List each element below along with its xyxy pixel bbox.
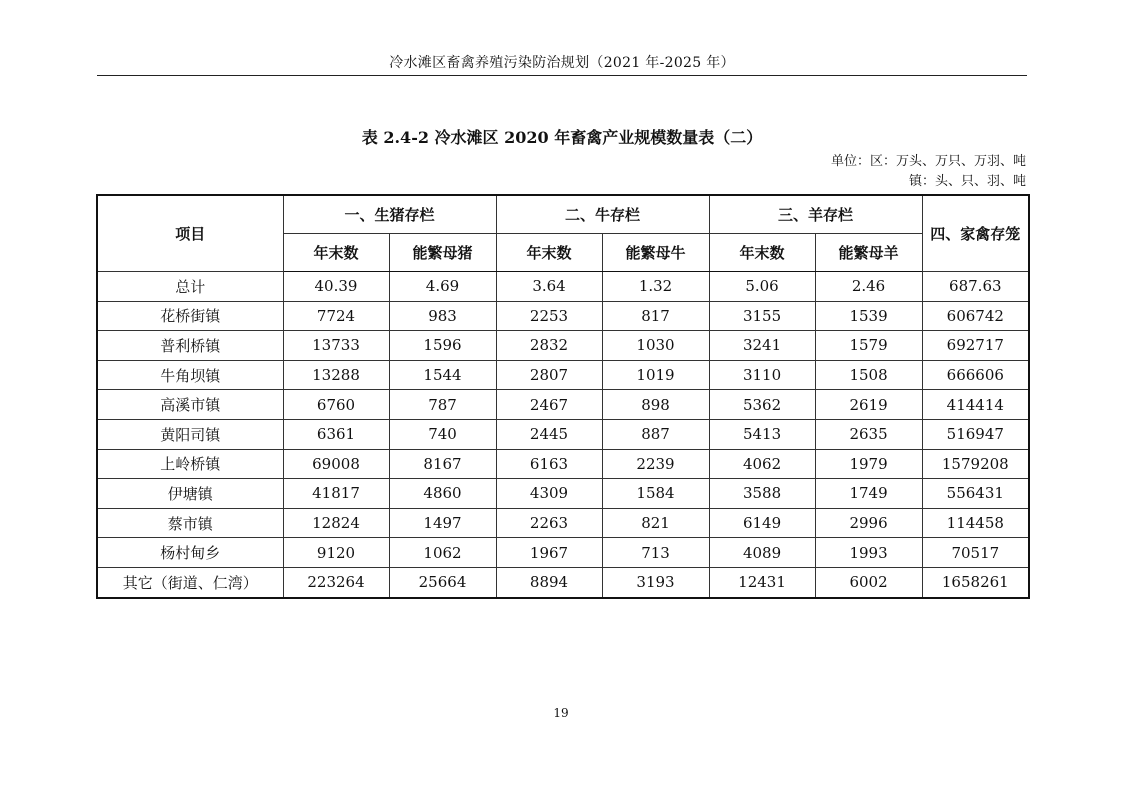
table-row: [97, 390, 1029, 420]
cattle-total-cell: 4309: [496, 479, 602, 509]
cattle-breeding-cell: 821: [602, 508, 709, 538]
pig-breeding-cell: 4860: [389, 479, 496, 509]
cattle-breeding-cell: 1.32: [602, 272, 709, 302]
header-cattle-breeding: 能繁母牛: [602, 234, 709, 272]
livestock-scale-table: [96, 194, 1030, 599]
sheep-breeding-cell: 1749: [815, 479, 922, 509]
sheep-total-cell: 4062: [709, 449, 815, 479]
poultry-cell: 114458: [922, 508, 1029, 538]
poultry-cell: 692717: [922, 331, 1029, 361]
table-row: [97, 538, 1029, 568]
cattle-breeding-cell: 817: [602, 301, 709, 331]
header-pig-total: 年末数: [283, 234, 389, 272]
sheep-total-cell: 5413: [709, 419, 815, 449]
cattle-total-cell: 2445: [496, 419, 602, 449]
poultry-cell: 1658261: [922, 567, 1029, 597]
unit-note-line-1: 单位：区：万头、万只、万羽、吨: [830, 154, 1026, 169]
table-row: [97, 449, 1029, 479]
cattle-total-cell: 2467: [496, 390, 602, 420]
sheep-breeding-cell: 2635: [815, 419, 922, 449]
sheep-total-cell: 4089: [709, 538, 815, 568]
sheep-breeding-cell: 1539: [815, 301, 922, 331]
row-name: 总计: [97, 272, 283, 302]
pig-breeding-cell: 787: [389, 390, 496, 420]
poultry-cell: 606742: [922, 301, 1029, 331]
cattle-breeding-cell: 887: [602, 419, 709, 449]
header-sheep-total: 年末数: [709, 234, 815, 272]
header-group-pig: 一、生猪存栏: [283, 195, 496, 234]
poultry-cell: 1579208: [922, 449, 1029, 479]
cattle-total-cell: 6163: [496, 449, 602, 479]
table-row: [97, 419, 1029, 449]
pig-total-cell: 6361: [283, 419, 389, 449]
header-rule: [97, 75, 1027, 76]
table-row: [97, 567, 1029, 597]
pig-total-cell: 9120: [283, 538, 389, 568]
sheep-total-cell: 3155: [709, 301, 815, 331]
pig-breeding-cell: 1497: [389, 508, 496, 538]
unit-note-line-2: 镇：头、只、羽、吨: [908, 174, 1026, 189]
pig-total-cell: 7724: [283, 301, 389, 331]
cattle-total-cell: 2807: [496, 360, 602, 390]
sheep-total-cell: 3110: [709, 360, 815, 390]
pig-breeding-cell: 4.69: [389, 272, 496, 302]
row-name: 其它（街道、仁湾）: [97, 567, 283, 597]
sheep-breeding-cell: 1508: [815, 360, 922, 390]
cattle-total-cell: 1967: [496, 538, 602, 568]
cattle-breeding-cell: 2239: [602, 449, 709, 479]
poultry-cell: 687.63: [922, 272, 1029, 302]
sheep-breeding-cell: 1979: [815, 449, 922, 479]
table-row: [97, 360, 1029, 390]
table-row: [97, 331, 1029, 361]
pig-total-cell: 13288: [283, 360, 389, 390]
sheep-breeding-cell: 2.46: [815, 272, 922, 302]
table-row: [97, 272, 1029, 302]
cattle-total-cell: 2263: [496, 508, 602, 538]
sheep-total-cell: 5362: [709, 390, 815, 420]
sheep-total-cell: 5.06: [709, 272, 815, 302]
pig-breeding-cell: 1596: [389, 331, 496, 361]
pig-total-cell: 69008: [283, 449, 389, 479]
sheep-breeding-cell: 2996: [815, 508, 922, 538]
cattle-breeding-cell: 1030: [602, 331, 709, 361]
cattle-breeding-cell: 898: [602, 390, 709, 420]
poultry-cell: 666606: [922, 360, 1029, 390]
pig-total-cell: 41817: [283, 479, 389, 509]
cattle-total-cell: 3.64: [496, 272, 602, 302]
table-row: [97, 301, 1029, 331]
unit-note: [831, 152, 1026, 192]
header-poultry: 四、家禽存笼: [922, 195, 1029, 272]
cattle-breeding-cell: 1019: [602, 360, 709, 390]
row-name: 伊塘镇: [97, 479, 283, 509]
sheep-total-cell: 3588: [709, 479, 815, 509]
page-number: 19: [553, 706, 569, 720]
header-group-sheep: 三、羊存栏: [709, 195, 922, 234]
sheep-total-cell: 3241: [709, 331, 815, 361]
row-name: 上岭桥镇: [97, 449, 283, 479]
row-name: 蔡市镇: [97, 508, 283, 538]
sheep-breeding-cell: 1579: [815, 331, 922, 361]
running-header: 冷水滩区畜禽养殖污染防治规划（2021 年-2025 年）: [389, 55, 735, 71]
pig-breeding-cell: 983: [389, 301, 496, 331]
poultry-cell: 516947: [922, 419, 1029, 449]
sheep-total-cell: 12431: [709, 567, 815, 597]
sheep-breeding-cell: 6002: [815, 567, 922, 597]
cattle-breeding-cell: 713: [602, 538, 709, 568]
pig-total-cell: 40.39: [283, 272, 389, 302]
pig-total-cell: 6760: [283, 390, 389, 420]
cattle-breeding-cell: 3193: [602, 567, 709, 597]
pig-breeding-cell: 1062: [389, 538, 496, 568]
poultry-cell: 556431: [922, 479, 1029, 509]
header-item: 项目: [97, 195, 283, 272]
row-name: 普利桥镇: [97, 331, 283, 361]
poultry-cell: 70517: [922, 538, 1029, 568]
pig-total-cell: 12824: [283, 508, 389, 538]
table-title: 表 2.4-2 冷水滩区 2020 年畜禽产业规模数量表（二）: [361, 128, 763, 147]
sheep-total-cell: 6149: [709, 508, 815, 538]
cattle-total-cell: 8894: [496, 567, 602, 597]
table-row: [97, 508, 1029, 538]
header-group-cattle: 二、牛存栏: [496, 195, 709, 234]
row-name: 花桥街镇: [97, 301, 283, 331]
pig-breeding-cell: 1544: [389, 360, 496, 390]
poultry-cell: 414414: [922, 390, 1029, 420]
sheep-breeding-cell: 1993: [815, 538, 922, 568]
cattle-total-cell: 2253: [496, 301, 602, 331]
cattle-total-cell: 2832: [496, 331, 602, 361]
row-name: 黄阳司镇: [97, 419, 283, 449]
pig-total-cell: 223264: [283, 567, 389, 597]
pig-breeding-cell: 740: [389, 419, 496, 449]
header-cattle-total: 年末数: [496, 234, 602, 272]
table-row: [97, 479, 1029, 509]
pig-breeding-cell: 25664: [389, 567, 496, 597]
cattle-breeding-cell: 1584: [602, 479, 709, 509]
header-sheep-breeding: 能繁母羊: [815, 234, 922, 272]
row-name: 杨村甸乡: [97, 538, 283, 568]
row-name: 高溪市镇: [97, 390, 283, 420]
pig-breeding-cell: 8167: [389, 449, 496, 479]
sheep-breeding-cell: 2619: [815, 390, 922, 420]
pig-total-cell: 13733: [283, 331, 389, 361]
header-pig-breeding: 能繁母猪: [389, 234, 496, 272]
row-name: 牛角坝镇: [97, 360, 283, 390]
